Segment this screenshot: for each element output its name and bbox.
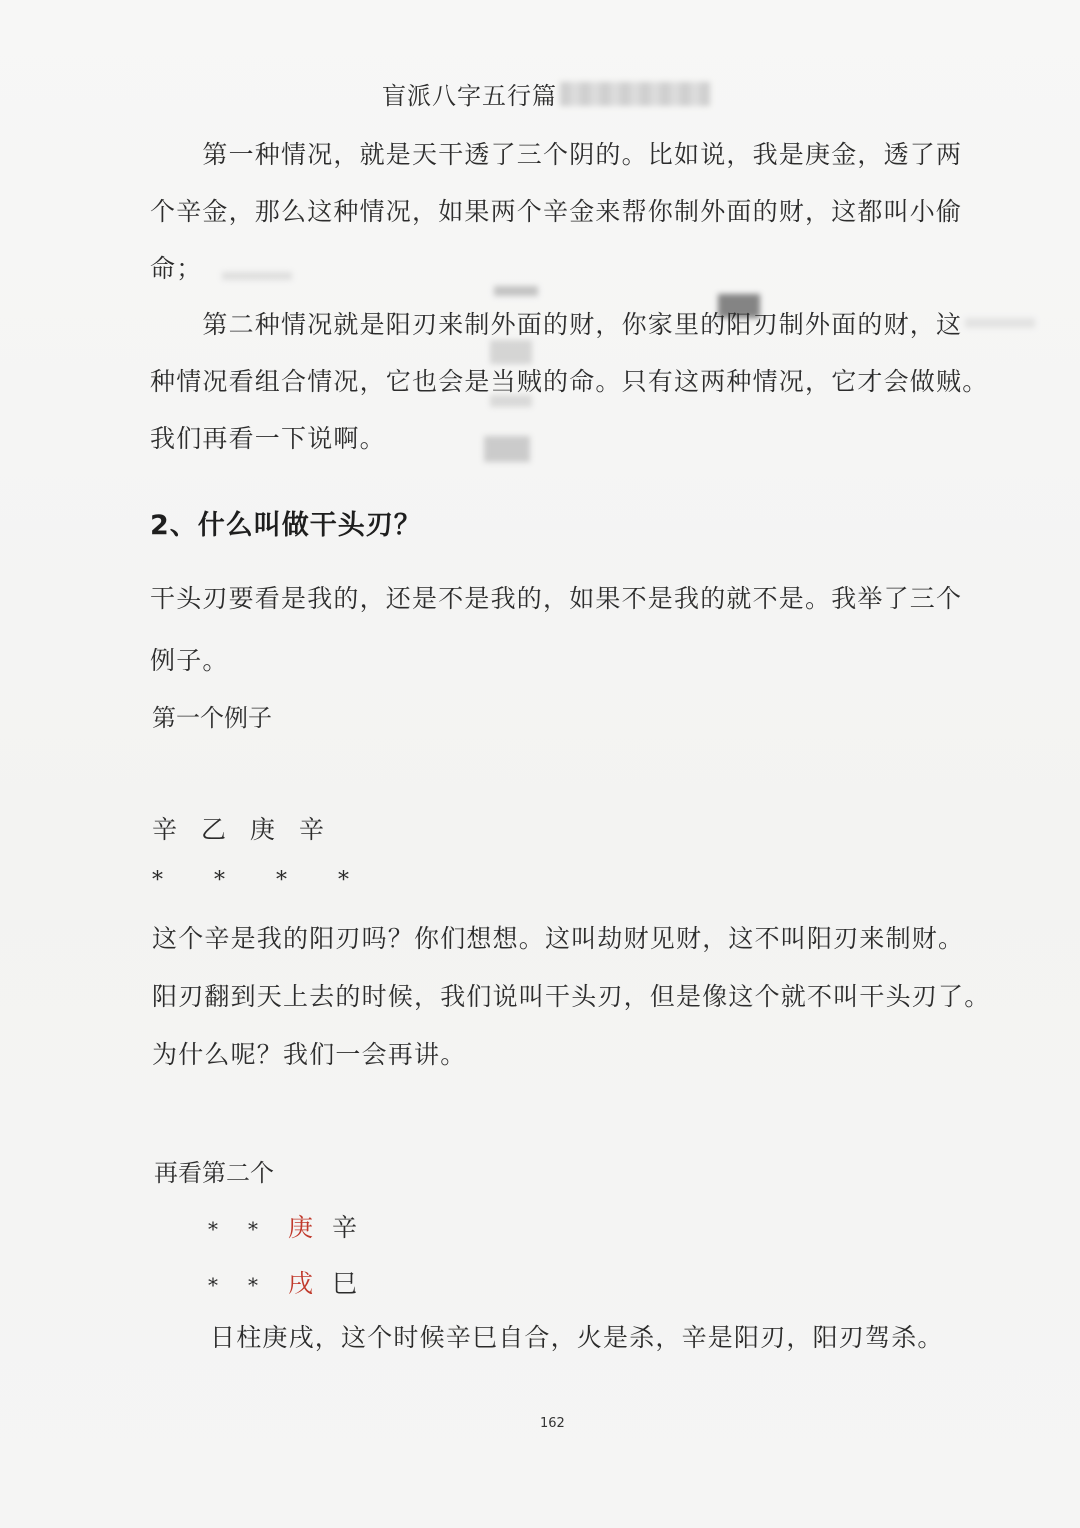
text-line: 为什么呢？我们一会再讲。 [152,1040,467,1069]
chart-cell-highlight: 戌 [288,1269,314,1298]
paragraph-3 [150,568,962,692]
chart-cell: * [208,1273,218,1297]
paragraph-4 [152,910,990,1084]
chart-cell: * [208,1217,218,1241]
text-line: 干头刃要看是我的，还是不是我的，如果不是我的就不是。我举了三个 [150,584,963,613]
example-1-branches: * * * * [152,868,371,893]
paragraph-2 [150,296,988,467]
text-line: 例子。 [150,646,229,675]
text-line: 个辛金，那么这种情况，如果两个辛金来帮你制外面的财，这都叫小偷 [150,197,963,226]
example-2-label: 再看第二个 [154,1159,274,1187]
redacted-area [560,82,710,106]
example-2-branches-row [208,1264,376,1300]
text-line: 阳刃翻到天上去的时候，我们说叫干头刃，但是像这个就不叫干头刃了。 [152,982,991,1011]
text-line: 第二种情况就是阳刃来制外面的财，你家里的阳刃制外面的财，这 [150,310,963,339]
closing-line: 日柱庚戌，这个时候辛巳自合，火是杀，辛是阳刃，阳刃驾杀。 [210,1323,944,1352]
paragraph-1 [150,126,962,297]
text-line: 这个辛是我的阳刃吗？你们想想。这叫劫财见财，这不叫阳刃来制财。 [152,924,965,953]
text-line: 我们再看一下说啊。 [150,424,386,453]
chart-cell-highlight: 庚 [288,1213,314,1242]
chart-cell: 巳 [332,1269,358,1298]
section-heading: 2、什么叫做干头刃？ [150,510,422,541]
example-1-label: 第一个例子 [152,704,272,732]
page-header: 盲派八字五行篇 [382,82,557,110]
text-line: 命； [150,254,203,283]
page-number: 162 [540,1416,565,1431]
text-line: 第一种情况，就是天干透了三个阴的。比如说，我是庚金，透了两 [150,140,963,169]
text-line: 种情况看组合情况，它也会是当贼的命。只有这两种情况，它才会做贼。 [150,367,989,396]
chart-cell: 辛 [332,1213,358,1242]
example-2-stems-row [208,1208,376,1244]
example-1-stems: 辛 乙 庚 辛 [152,815,327,844]
chart-cell: * [248,1273,258,1297]
chart-cell: * [248,1217,258,1241]
